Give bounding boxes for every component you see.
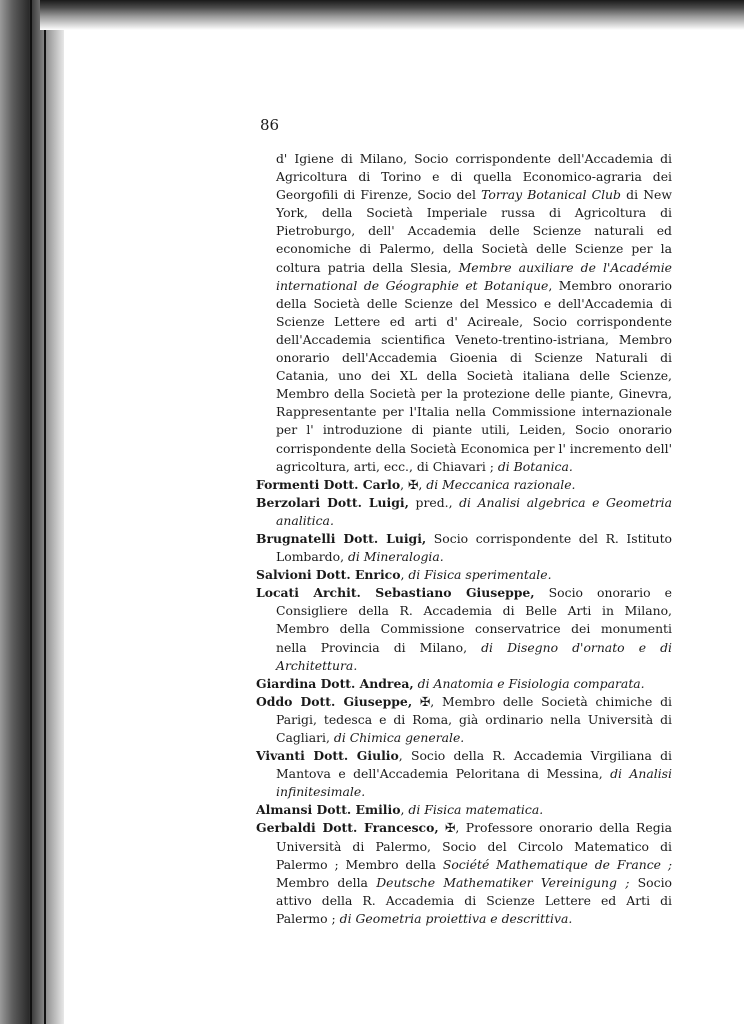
- entry-text: , ✠,: [400, 476, 427, 492]
- entry: [256, 747, 672, 801]
- entry-name: Gerbaldi Dott. Francesco,: [256, 820, 439, 836]
- entry-name: Berzolari Dott. Luigi,: [256, 494, 409, 510]
- continuation-text: d' Igiene di Milano, Socio corrispondente dell'Accademia di Agricoltura di Torino e di quella Economico-agraria dei Georgofili di Firenze, Socio del: [276, 151, 672, 203]
- entry: [256, 819, 672, 928]
- entry: [256, 566, 672, 584]
- entry: [256, 530, 672, 566]
- entry-name: Salvioni Dott. Enrico: [256, 567, 401, 583]
- entry-subject: di Mineralogia.: [347, 549, 444, 565]
- continuation-paragraph: [256, 150, 672, 476]
- entry-name: Brugnatelli Dott. Luigi,: [256, 530, 427, 546]
- continuation-italic: Torray Botanical Club: [481, 187, 621, 203]
- entry-subject: di Anatomia e Fisiologia comparata.: [417, 675, 645, 691]
- continuation-text: di New York, della Società Imperiale russa di Agricoltura di Pietroburgo, dell' Accademia delle Scienze naturali ed economiche di Palermo, della Società delle Scienze per la coltura patria della Slesia,: [276, 187, 672, 275]
- entry-subject: di Analisi infinitesimale.: [276, 766, 672, 800]
- entry-text: Socio attivo della R. Accademia di Scienze Lettere ed Arti di Palermo ;: [276, 874, 672, 926]
- entry-name: Formenti Dott. Carlo: [256, 476, 401, 492]
- entry: [256, 801, 672, 819]
- entry-text: ✠, Membro delle Società chimiche di Parigi, tedesca e di Roma, già ordinario nella Università di Cagliari,: [276, 693, 672, 745]
- entry-name: Locati Archit. Sebastiano Giuseppe,: [256, 585, 535, 601]
- entry-text: Socio onorario e Consigliere della R. Accademia di Belle Arti in Milano, Membro della Commissione conservatrice dei monumenti nella Provincia di Milano,: [276, 585, 672, 655]
- entry-subject: di Analisi algebrica e Geometria analitica.: [276, 494, 672, 528]
- entry-subject: di Geometria proiettiva e descrittiva.: [339, 910, 573, 926]
- scan-binding-edge: [0, 0, 64, 1024]
- entry-name: Giardina Dott. Andrea,: [256, 675, 414, 691]
- entry-text: ,: [400, 802, 409, 818]
- entry: [256, 693, 672, 747]
- page-number: 86: [260, 116, 280, 134]
- continuation-italic: di Botanica.: [497, 458, 573, 474]
- entry: [256, 494, 672, 530]
- entry-italic: Deutsche Mathematiker Vereinigung ;: [376, 874, 630, 890]
- entry: [256, 675, 672, 693]
- entry-subject: di Fisica matematica.: [408, 802, 544, 818]
- entry-subject: di Disegno d'ornato e di Architettura.: [276, 639, 672, 673]
- entry: [256, 476, 672, 494]
- entry-subject: di Fisica sperimentale.: [408, 567, 552, 583]
- continuation-text: , Membro onorario della Società delle Scienze del Messico e dell'Accademia di Scienze Lettere ed arti d' Acireale, Socio corrispondente dell'Accademia scientifica Veneto-trentino-istriana, Membro onorario dell'Accademia Gioenia di Scienze Naturali di Catania, uno dei XL della Società italiana delle Scienze, Membro della Società per la protezione delle piante, Ginevra, Rappresentante per l'Italia nella Commissione internazionale per l' introduzione di piante utili, Leiden, Socio onorario corrispondente della Società Economica per l' incremento dell' agricoltura, arti, ecc., di Chiavari ;: [276, 277, 672, 474]
- entry-text: pred.,: [408, 494, 460, 510]
- continuation-italic: Membre auxiliare de l'Académie international de Géographie et Botanique: [276, 259, 672, 293]
- entry-name: Oddo Dott. Giuseppe,: [256, 693, 413, 709]
- entry-subject: di Chimica generale.: [333, 730, 465, 745]
- entry-italic: Société Mathematique de France ;: [442, 856, 672, 872]
- entry: [256, 584, 672, 674]
- entry-name: Vivanti Dott. Giulio: [256, 748, 399, 764]
- scan-top-edge: [40, 0, 744, 30]
- entry-text: Membro della: [276, 874, 377, 890]
- entry-subject: di Meccanica razionale.: [426, 476, 576, 492]
- entry-text: ✠, Professore onorario della Regia Università di Palermo, Socio del Circolo Matematico di Palermo ; Membro della: [276, 820, 672, 872]
- entry-text: , Socio della R. Accademia Virgiliana di Mantova e dell'Accademia Peloritana di Messina,: [276, 748, 672, 782]
- entry-text: ,: [400, 567, 409, 583]
- entry-name: Almansi Dott. Emilio: [256, 802, 401, 818]
- entry-text: Socio corrispondente del R. Istituto Lombardo,: [276, 530, 673, 565]
- page-body: [256, 150, 672, 928]
